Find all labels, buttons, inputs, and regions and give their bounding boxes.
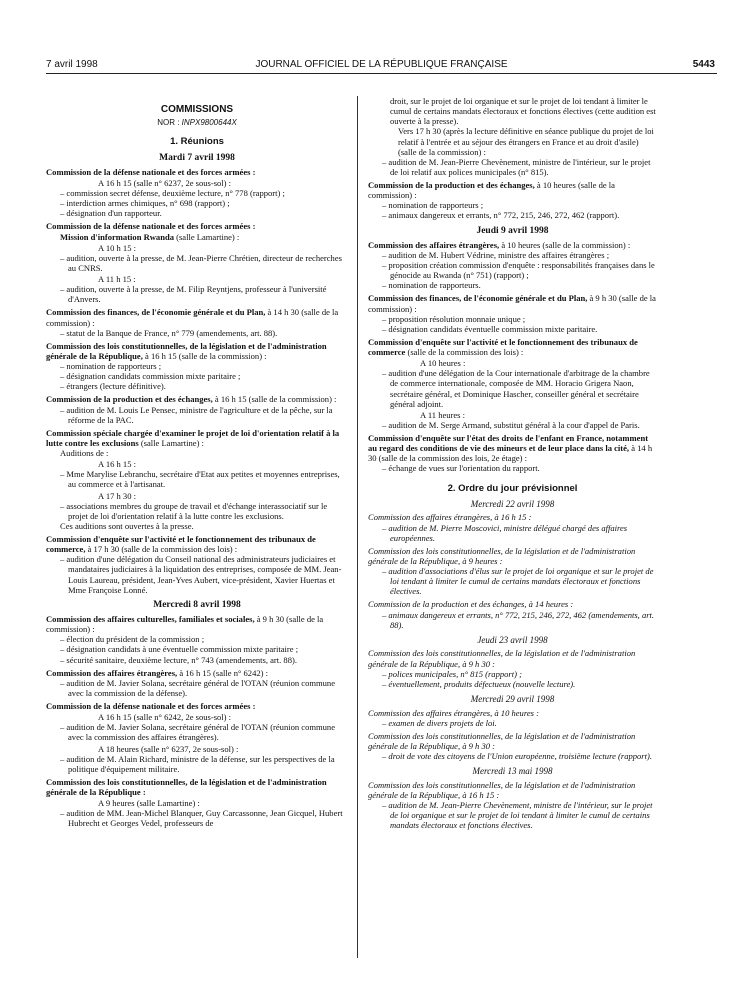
meeting-heading: Commission des affaires étrangères, à 16 h 15 : <box>368 512 532 523</box>
continued-text: droit, sur le projet de loi organique et sur le projet de loi tendant à limiter le cumul de certains mandats électoraux et fonctions électives (cette audition est ouverte à la presse). <box>390 96 656 127</box>
agenda-item: – audition de M. Louis Le Pensec, ministre de l'agriculture et de la pêche, sur la réforme de la PAC. <box>46 405 348 425</box>
agenda-item: – nomination de rapporteurs. <box>368 280 657 290</box>
agenda-item: – étrangers (lecture définitive). <box>46 381 348 391</box>
agenda-item: – animaux dangereux et errants, n° 772, 215, 246, 272, 462 (rapport). <box>368 210 657 220</box>
day-title: Mercredi 13 mai 1998 <box>472 766 553 777</box>
agenda-item: – interdiction armes chimiques, n° 698 (rapport) ; <box>46 198 348 208</box>
meeting-heading: Commission des affaires étrangères, à 16 h 15 (salle n° 6242) : <box>46 667 268 678</box>
day-title: Jeudi 23 avril 1998 <box>477 634 548 645</box>
day-title: Mercredi 8 avril 1998 <box>153 599 241 610</box>
meeting-time: A 11 heures : <box>420 409 466 420</box>
meeting-time: A 16 h 15 (salle n° 6242, 2e sous-sol) : <box>98 712 232 723</box>
agenda-item: – élection du président de la commission ; <box>46 634 348 644</box>
page-header <box>46 57 717 74</box>
agenda-item: – audition de MM. Jean-Michel Blanquer, Guy Carcassonne, Jean Gicquel, Hubert Hubrecht et Georges Vedel, professeurs de <box>46 808 348 828</box>
agenda-item: – audition de M. Jean-Pierre Chevènement, ministre de l'intérieur, sur le projet de loi organique et sur le projet de loi tendant à limiter le cumul de certains mandats électoraux et fonctions électives. <box>368 800 657 830</box>
agenda-item: – proposition création commission d'enquête : responsabilités françaises dans le génocide au Rwanda (n° 751) (rapport) ; <box>368 260 657 280</box>
right-column <box>368 96 657 831</box>
header-journal-title: JOURNAL OFFICIEL DE LA RÉPUBLIQUE FRANÇAISE <box>255 59 508 70</box>
meeting-heading: Commission des lois constitutionnelles, de la législation et de l'administration générale de la République, à 9 h 30 : <box>368 648 636 669</box>
agenda-item: – audition de M. Alain Richard, ministre de la défense, sur les perspectives de la politique d'équipement militaire. <box>46 754 348 774</box>
meeting-time: A 16 h 15 (salle n° 6237, 2e sous-sol) : <box>98 177 232 188</box>
agenda-item: – droit de vote des citoyens de l'Union européenne, troisième lecture (rapport). <box>368 751 657 761</box>
agenda-item: – désignation candidats à une éventuelle commission mixte paritaire ; <box>46 644 348 654</box>
meeting-heading: Commission de la production et des échanges, à 16 h 15 (salle de la commission) : <box>46 394 337 405</box>
agenda-item: – nomination de rapporteurs ; <box>368 200 657 210</box>
meeting-time: A 9 heures (salle Lamartine) : <box>98 798 200 809</box>
meeting-heading: Commission de la défense nationale et des forces armées : <box>46 166 256 177</box>
agenda-item: – nomination de rapporteurs ; <box>46 361 348 371</box>
header-page-number: 5443 <box>692 59 715 70</box>
agenda-item: – désignation d'un rapporteur. <box>46 208 348 218</box>
meeting-time: A 10 heures : <box>420 358 466 369</box>
left-column <box>46 96 348 829</box>
meeting-heading: Commission spéciale chargée d'examiner le projet de loi d'orientation relatif à la lutte contre les exclusions (salle Lamartine) : <box>46 427 340 448</box>
mission-heading: Mission d'information Rwanda (salle Lamartine) : <box>60 231 240 242</box>
agenda-item: – proposition résolution monnaie unique ; <box>368 314 657 324</box>
meeting-heading: Commission des finances, de l'économie générale et du Plan, à 14 h 30 (salle de la commission) : <box>46 307 339 328</box>
day-title: Jeudi 9 avril 1998 <box>476 225 549 236</box>
header-date: 7 avril 1998 <box>46 59 98 70</box>
agenda-item: – associations membres du groupe de travail et d'échange interassociatif sur le projet de loi d'orientation relatif à la lutte contre les exclusions. <box>46 501 348 521</box>
meeting-heading: Commission des lois constitutionnelles, de la législation et de l'administration générale de la République, à 9 h 30 : <box>368 730 636 751</box>
agenda-item: – éventuellement, produits défectueux (nouvelle lecture). <box>368 679 657 689</box>
agenda-item: – audition de M. Javier Solana, secrétaire général de l'OTAN (réunion commune avec la commission des affaires étrangères). <box>46 722 348 742</box>
press-note: Ces auditions sont ouvertes à la presse. <box>60 520 194 531</box>
agenda-item: – désignation candidats éventuelle commission mixte paritaire. <box>368 324 657 334</box>
agenda-item: – audition de M. Serge Armand, substitut général à la cour d'appel de Paris. <box>368 420 657 430</box>
agenda-item: – audition, ouverte à la presse, de M. Filip Reyntjens, professeur à l'université d'Anvers. <box>46 284 348 304</box>
meeting-heading: Commission des lois constitutionnelles, de la législation et de l'administration générale de la République, à 9 heures : <box>368 545 636 566</box>
agenda-item: – audition de M. Javier Solana, secrétaire général de l'OTAN (réunion commune avec la commission de la défense). <box>46 678 348 698</box>
meeting-heading: Commission de la défense nationale et des forces armées : <box>46 221 256 232</box>
meeting-time: A 11 h 15 : <box>98 274 136 285</box>
meeting-heading: Commission des affaires étrangères, à 10 heures (salle de la commission) : <box>368 239 631 250</box>
agenda-item: – échange de vues sur l'orientation du rapport. <box>368 463 657 473</box>
day-title: Mardi 7 avril 1998 <box>159 152 235 163</box>
meeting-time: Vers 17 h 30 (après la lecture définitive en séance publique du projet de loi relatif à l'entrée et au séjour des étrangers en France et au droit d'asile) (salle de la commission) : <box>398 126 654 157</box>
meeting-time: A 16 h 15 : <box>98 459 136 470</box>
meeting-heading: Commission des lois constitutionnelles, de la législation et de l'administration générale de la République, à 16 h 15 : <box>368 779 636 800</box>
agenda-item: – audition d'une délégation de la Cour internationale d'arbitrage de la chambre de commerce internationale, composée de MM. Horacio Grigera Naon, secrétaire général, et Dominique Hascher, conseiller général et secrétaire général adjoint. <box>368 368 657 409</box>
agenda-item: – audition de M. Pierre Moscovici, ministre délégué chargé des affaires européennes. <box>368 523 657 543</box>
agenda-item: – audition de M. Jean-Pierre Chevènement, ministre de l'intérieur, sur le projet de loi relatif aux polices municipales (n° 815). <box>368 157 657 177</box>
meeting-heading: Commission de la défense nationale et des forces armées : <box>46 701 256 712</box>
meeting-heading: Commission des lois constitutionnelles, de la législation et de l'administration générale de la République, à 16 h 15 (salle de la commission) : <box>46 340 327 361</box>
agenda-item: – désignation candidats commission mixte paritaire ; <box>46 371 348 381</box>
reunions-title: 1. Réunions <box>170 136 224 148</box>
meeting-heading: Commission de la production et des échanges, à 10 heures (salle de la commission) : <box>368 180 615 201</box>
meeting-heading: Commission de la production et des échanges, à 14 heures : <box>368 599 574 610</box>
column-divider <box>357 96 358 958</box>
agenda-item: – Mme Marylise Lebranchu, secrétaire d'Etat aux petites et moyennes entreprises, au commerce et à l'artisanat. <box>46 469 348 489</box>
agenda-item: – commission secret défense, deuxième lecture, n° 778 (rapport) ; <box>46 188 348 198</box>
agenda-item: – audition d'associations d'élus sur le projet de loi organique et sur le projet de loi tendant à limiter le cumul de certains mandats électoraux et fonctions électives. <box>368 566 657 596</box>
meeting-time: A 10 h 15 : <box>98 242 136 253</box>
meeting-time: A 18 heures (salle n° 6237, 2e sous-sol) : <box>98 743 239 754</box>
ordre-title: 2. Ordre du jour prévisionnel <box>447 482 578 494</box>
agenda-item: – audition d'une délégation du Conseil national des administrateurs judiciaires et mandataires judiciaires à la liquidation des entreprises, composée de MM. Jean-Louis Laureau, président, Jean-Yves Aubert, vice-président, Xavier Huertas et Mme Françoise Lonné. <box>46 554 348 595</box>
meeting-heading: Commission des affaires culturelles, familiales et sociales, à 9 h 30 (salle de la commission) : <box>46 614 324 635</box>
nor-line <box>46 118 348 127</box>
day-title: Mercredi 22 avril 1998 <box>470 498 555 509</box>
nor-code: INPX9800644X <box>181 117 237 127</box>
meeting-heading: Commission des finances, de l'économie générale et du Plan, à 9 h 30 (salle de la commission) : <box>368 293 656 314</box>
agenda-item: – examen de divers projets de loi. <box>368 718 657 728</box>
nor-label: NOR : <box>157 117 180 127</box>
meeting-heading: Commission d'enquête sur l'activité et le fonctionnement des tribunaux de commerce, à 17 h 30 (salle de la commission des lois) : <box>46 534 316 555</box>
agenda-item: – statut de la Banque de France, n° 779 (amendements, art. 88). <box>46 328 348 338</box>
meeting-heading: Commission des affaires étrangères, à 10 heures : <box>368 707 539 718</box>
agenda-item: – audition de M. Hubert Védrine, ministre des affaires étrangères ; <box>368 250 657 260</box>
auditions-label: Auditions de : <box>60 448 109 459</box>
section-title: COMMISSIONS <box>160 104 234 115</box>
meeting-time: A 17 h 30 : <box>98 490 136 501</box>
meeting-heading: Commission des lois constitutionnelles, de la législation et de l'administration générale de la République : <box>46 776 327 798</box>
agenda-item: – audition, ouverte à la presse, de M. Jean-Pierre Chrétien, directeur de recherches au CNRS. <box>46 253 348 273</box>
meeting-heading: Commission d'enquête sur l'état des droits de l'enfant en France, notamment au regard des conditions de vie des mineurs et de leur place dans la cité, à 14 h 30 (salle de la commission des lois, 2e étage) : <box>368 433 653 464</box>
agenda-item: – sécurité sanitaire, deuxième lecture, n° 743 (amendements, art. 88). <box>46 655 348 665</box>
agenda-item: – polices municipales, n° 815 (rapport) ; <box>368 669 657 679</box>
day-title: Mercredi 29 avril 1998 <box>470 693 555 704</box>
agenda-item: – animaux dangereux et errants, n° 772, 215, 246, 272, 462 (amendements, art. 88). <box>368 610 657 630</box>
meeting-heading: Commission d'enquête sur l'activité et le fonctionnement des tribunaux de commerce (salle de la commission des lois) : <box>368 336 638 357</box>
